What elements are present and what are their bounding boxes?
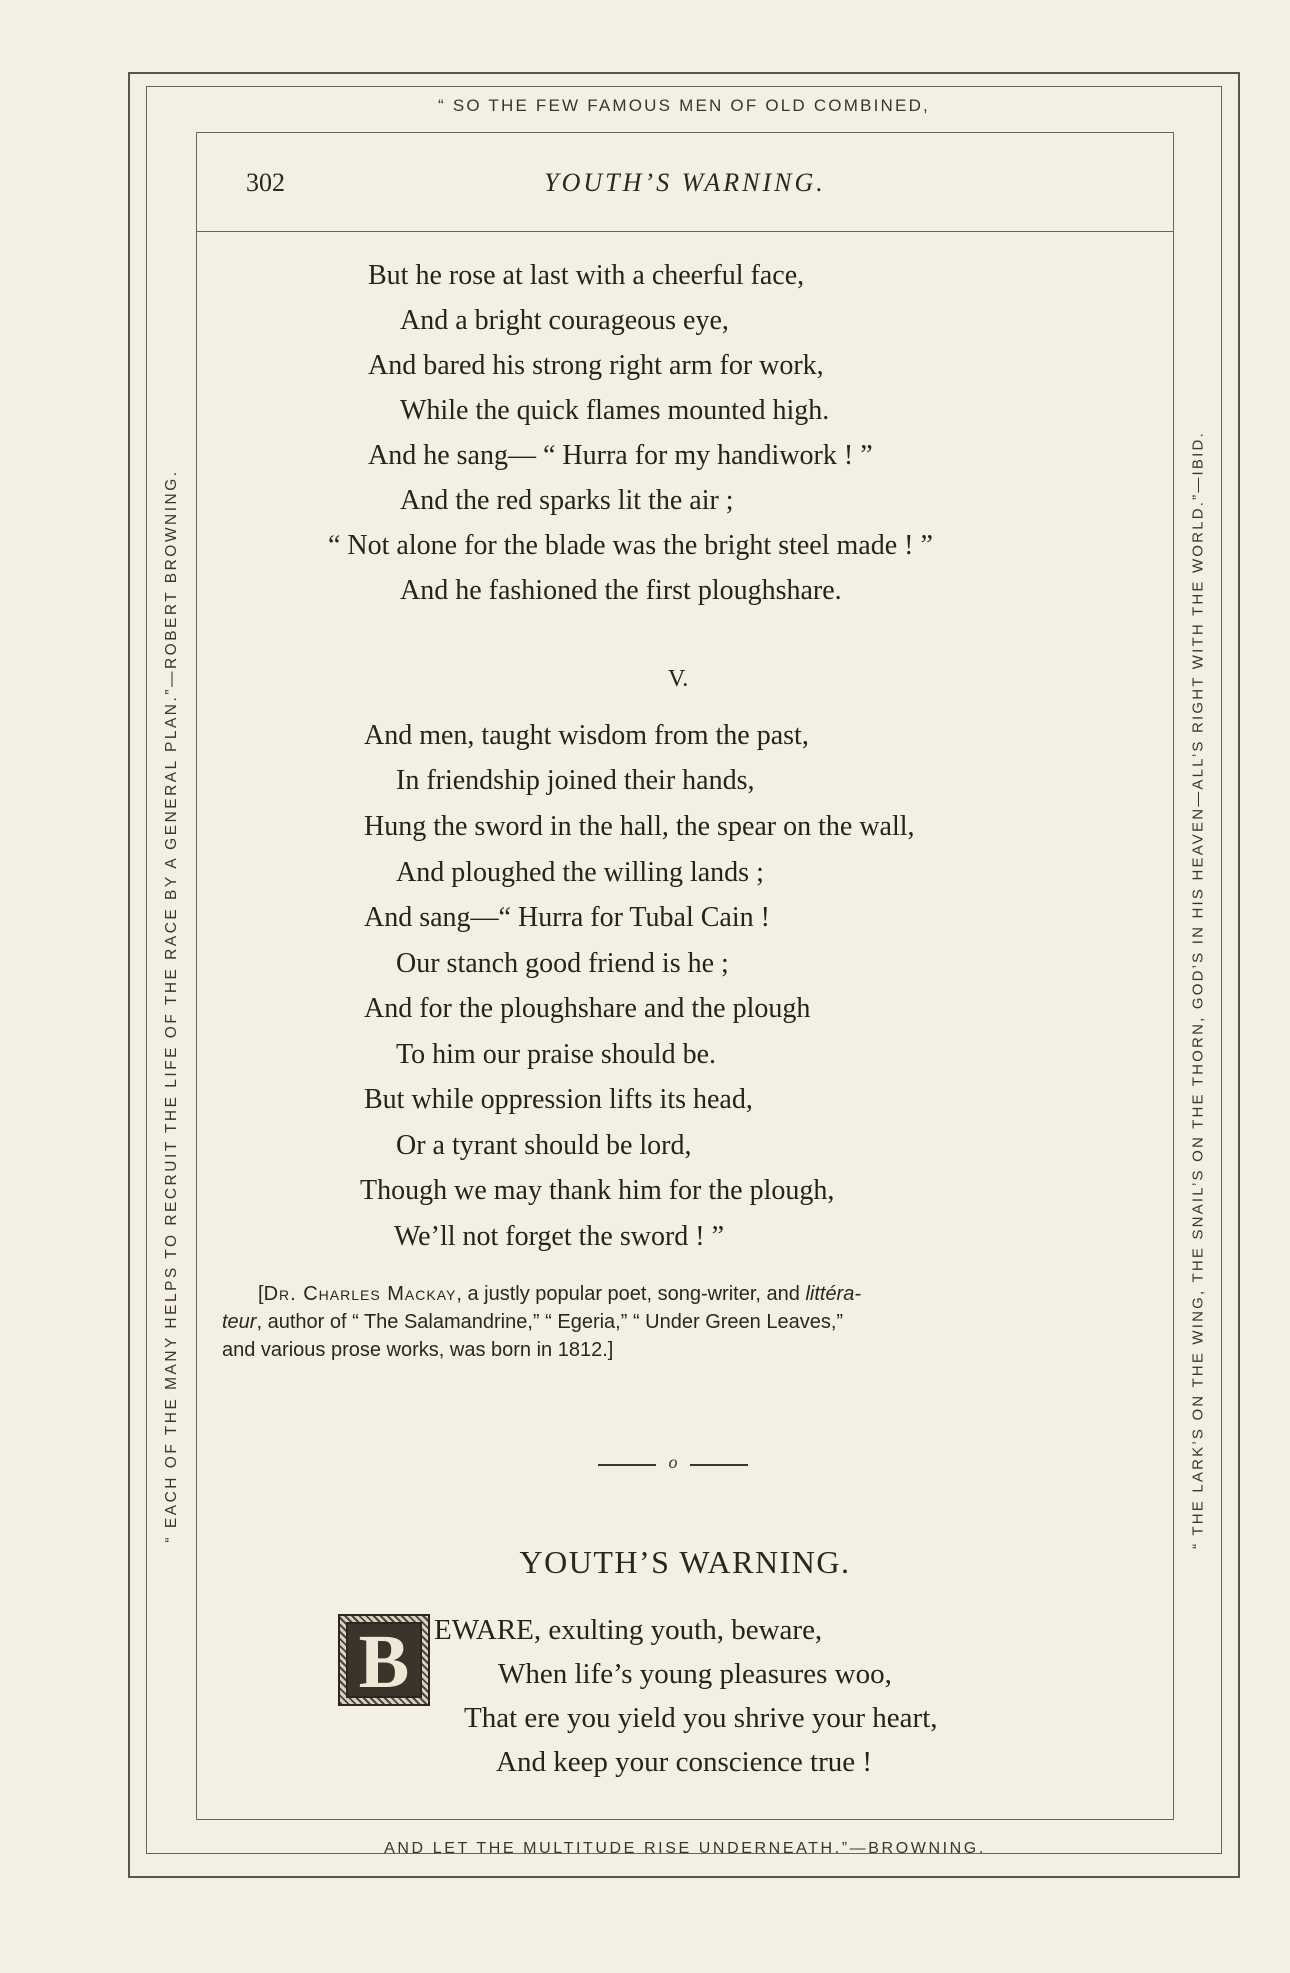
author-note-line: [Dr. Charles Mackay, a justly popular poet, song-writer, and littéra-	[258, 1283, 862, 1305]
poem-line: But while oppression lifts its head,	[364, 1084, 753, 1115]
poem-line: And for the ploughshare and the plough	[364, 993, 811, 1024]
poem-line: And bared his strong right arm for work,	[368, 350, 824, 381]
drop-cap-letter	[338, 1614, 430, 1706]
divider-mark: o	[668, 1452, 678, 1472]
poem-line: “ Not alone for the blade was the bright steel made ! ”	[328, 530, 933, 561]
poem-line: We’ll not forget the sword ! ”	[394, 1221, 725, 1252]
page-number: 302	[246, 168, 285, 197]
poem-line: And men, taught wisdom from the past,	[364, 720, 809, 751]
bottom-margin-quote: AND LET THE MULTITUDE RISE UNDERNEATH.”—BROWNING.	[384, 1840, 986, 1857]
poem-line: When life’s young pleasures woo,	[498, 1658, 892, 1690]
author-note	[222, 1280, 1142, 1364]
stanza-number: V.	[668, 666, 689, 692]
author-name: Dr. Charles Mackay	[263, 1283, 457, 1305]
poem-title: YOUTH’S WARNING.	[519, 1544, 851, 1580]
author-note-line: and various prose works, was born in 1812.]	[222, 1339, 614, 1361]
left-margin-quote: “ EACH OF THE MANY HELPS TO RECRUIT THE LIFE OF THE RACE BY A GENERAL PLAN.”—ROBERT BROWNING.	[163, 469, 180, 1543]
poem-line: But he rose at last with a cheerful face,	[368, 260, 805, 291]
running-head: YOUTH’S WARNING.	[544, 168, 826, 197]
divider-rule	[598, 1464, 656, 1466]
poem-line: And ploughed the willing lands ;	[396, 857, 764, 888]
poem-line: EWARE, exulting youth, beware,	[434, 1614, 823, 1646]
poem-line: Our stanch good friend is he ;	[396, 948, 729, 979]
poem-line: In friendship joined their hands,	[396, 765, 755, 796]
poem-line: And a bright courageous eye,	[400, 305, 729, 336]
poem-line: Hung the sword in the hall, the spear on the wall,	[364, 811, 915, 842]
poem-line: To him our praise should be.	[396, 1039, 716, 1070]
poem-line: And he sang— “ Hurra for my handiwork ! ”	[368, 440, 873, 471]
right-margin-quote: “ THE LARK’S ON THE WING, THE SNAIL’S ON THE THORN, GOD’S IN HIS HEAVEN—ALL’S RIGHT WITH THE WORLD.”—IBID.	[1189, 431, 1207, 1549]
drop-cap-frame: B	[346, 1622, 422, 1698]
poem-line: That ere you yield you shrive your heart,	[464, 1702, 938, 1734]
page-header	[196, 132, 1174, 232]
poem-line: Or a tyrant should be lord,	[396, 1130, 692, 1161]
poem-line: And keep your conscience true !	[496, 1746, 873, 1778]
divider-rule	[690, 1464, 748, 1466]
poem-line: And sang—“ Hurra for Tubal Cain !	[364, 902, 770, 933]
poem-line: And he fashioned the first ploughshare.	[400, 575, 842, 606]
poem-line: Though we may thank him for the plough,	[360, 1175, 835, 1206]
poem-line: And the red sparks lit the air ;	[400, 485, 734, 516]
poem-line: While the quick flames mounted high.	[400, 395, 830, 426]
top-margin-quote: “ SO THE FEW FAMOUS MEN OF OLD COMBINED,	[438, 96, 930, 115]
author-note-line: teur, author of “ The Salamandrine,” “ Egeria,” “ Under Green Leaves,”	[222, 1311, 844, 1333]
section-divider	[598, 1452, 748, 1476]
